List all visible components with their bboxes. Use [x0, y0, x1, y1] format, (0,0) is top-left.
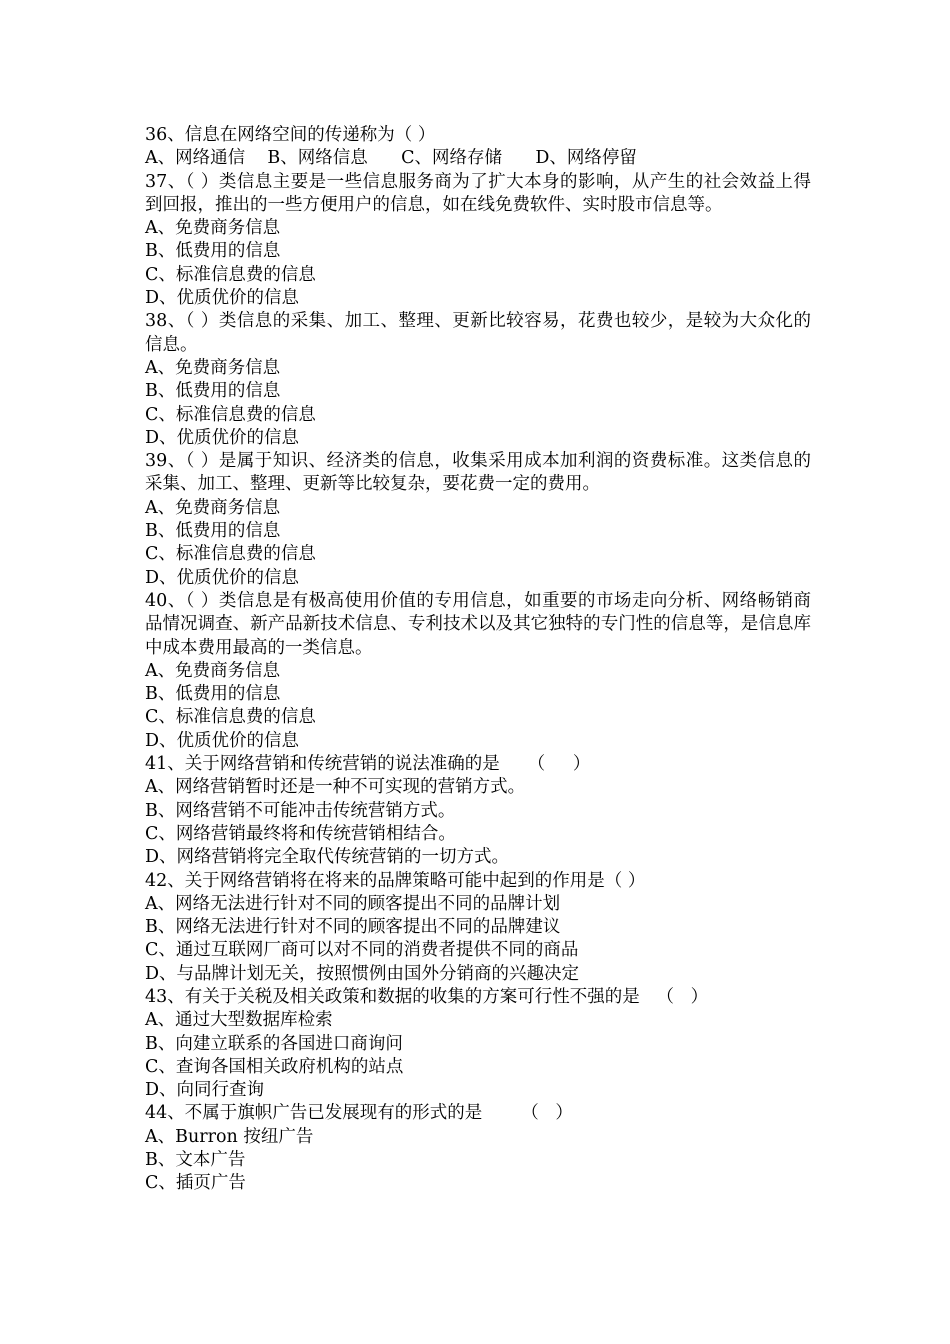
text-line: C、标准信息费的信息 — [145, 404, 316, 425]
document-body — [145, 124, 811, 1196]
text-line: A、网络营销暂时还是一种不可实现的营销方式。 — [145, 777, 526, 798]
question-paragraph: 37、（ ）类信息主要是一些信息服务商为了扩大本身的影响，从产生的社会效益上得到回报，推出的一些方便用户的信息，如在线免费软件、实时股市信息等。 — [145, 171, 811, 215]
text-line: A、免费商务信息 — [145, 218, 281, 239]
text-line: B、网络营销不可能冲击传统营销方式。 — [145, 800, 456, 821]
text-line: C、标准信息费的信息 — [145, 707, 316, 728]
text-line: B、低费用的信息 — [145, 684, 281, 705]
text-line: B、低费用的信息 — [145, 381, 281, 402]
text-line: B、向建立联系的各国进口商询问 — [145, 1033, 403, 1054]
text-line: 36、信息在网络空间的传递称为（ ） — [145, 125, 436, 145]
text-line: C、网络营销最终将和传统营销相结合。 — [145, 823, 456, 844]
text-line: B、文本广告 — [145, 1150, 246, 1171]
text-line: D、与品牌计划无关，按照惯例由国外分销商的兴趣决定 — [145, 963, 580, 984]
text-line: A、免费商务信息 — [145, 660, 281, 681]
text-line: 42、关于网络营销将在将来的品牌策略可能中起到的作用是（ ） — [145, 870, 646, 891]
text-line: A、免费商务信息 — [145, 497, 281, 518]
text-line: B、网络无法进行针对不同的顾客提出不同的品牌建议 — [145, 917, 561, 938]
text-line: A、Burron 按纽广告 — [145, 1126, 314, 1147]
question-paragraph: 38、（ ）类信息的采集、加工、整理、更新比较容易，花费也较少，是较为大众化的信息。 — [145, 311, 811, 355]
text-line: D、优质优价的信息 — [145, 427, 300, 448]
text-line: D、优质优价的信息 — [145, 567, 300, 588]
question-paragraph: 40、（ ）类信息是有极高使用价值的专用信息，如重要的市场走向分析、网络畅销商品情况调查、新产品新技术信息、专利技术以及其它独特的专门性的信息等，是信息库中成本费用最高的一类信息。 — [145, 590, 811, 658]
text-line: B、低费用的信息 — [145, 241, 281, 262]
text-line: A、网络通信 B、网络信息 C、网络存储 D、网络停留 — [145, 148, 637, 169]
text-line: A、免费商务信息 — [145, 357, 281, 378]
text-line: D、优质优价的信息 — [145, 288, 300, 309]
text-line: C、标准信息费的信息 — [145, 264, 316, 285]
text-line: D、优质优价的信息 — [145, 730, 300, 751]
text-line: 44、不属于旗帜广告已发展现有的形式的是 （ ） — [145, 1103, 573, 1124]
text-line: C、通过互联网厂商可以对不同的消费者提供不同的商品 — [145, 940, 579, 961]
text-line: 41、关于网络营销和传统营销的说法准确的是 （ ） — [145, 754, 591, 775]
text-line: D、向同行查询 — [145, 1080, 265, 1101]
text-line: B、低费用的信息 — [145, 521, 281, 542]
text-line: 43、有关于关税及相关政策和数据的收集的方案可行性不强的是 （ ） — [145, 986, 709, 1007]
text-line: D、网络营销将完全取代传统营销的一切方式。 — [145, 847, 510, 868]
text-line: C、查询各国相关政府机构的站点 — [145, 1056, 404, 1077]
text-line: C、标准信息费的信息 — [145, 544, 316, 565]
question-paragraph: 39、（ ）是属于知识、经济类的信息，收集采用成本加利润的资费标准。这类信息的采集、加工、整理、更新等比较复杂，要花费一定的费用。 — [145, 451, 811, 495]
text-line: A、通过大型数据库检索 — [145, 1010, 333, 1031]
text-line: C、插页广告 — [145, 1173, 246, 1194]
text-line: A、网络无法进行针对不同的顾客提出不同的品牌计划 — [145, 893, 561, 914]
